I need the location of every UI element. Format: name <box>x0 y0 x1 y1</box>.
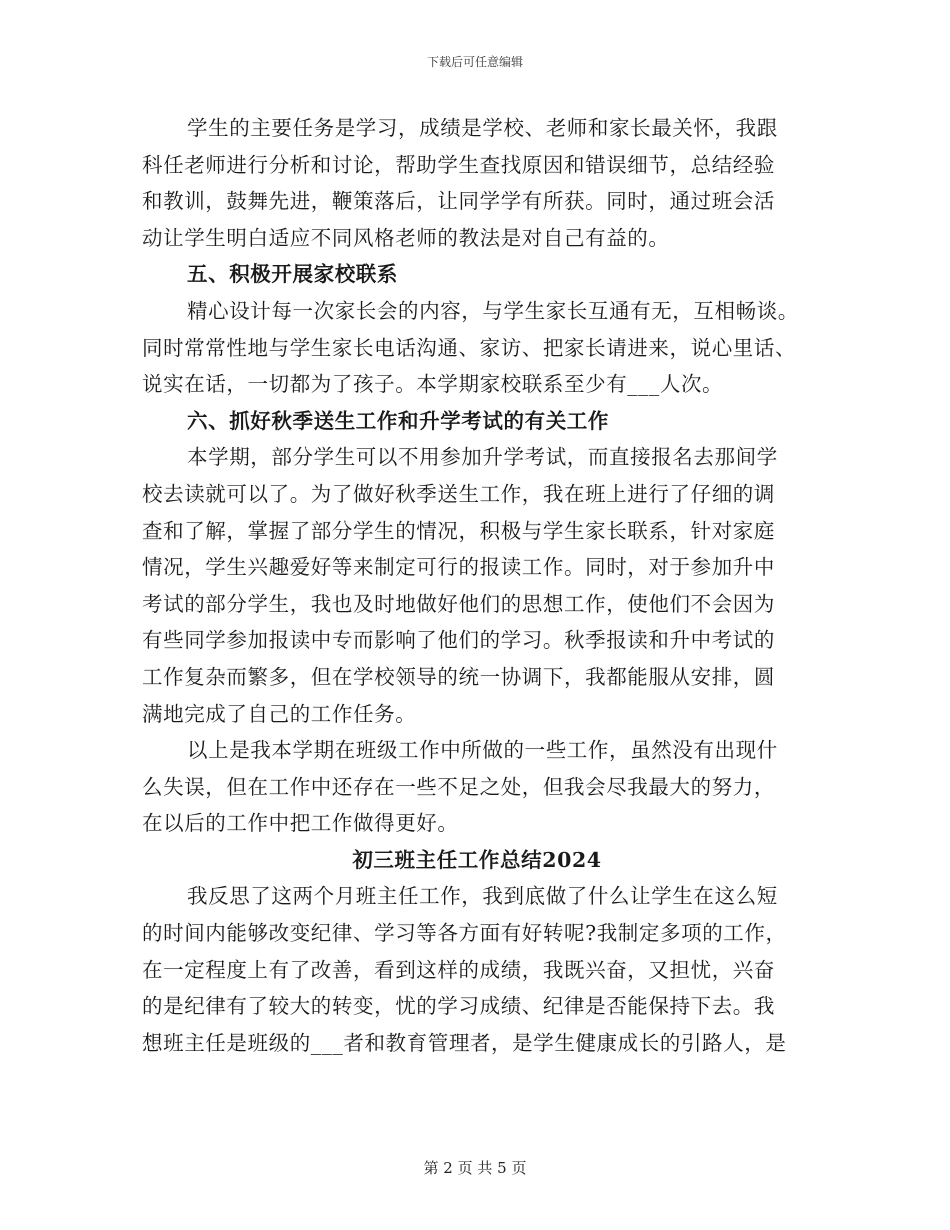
paragraph-line: 和教训，鼓舞先进，鞭策落后，让同学学有所获。同时，通过班会活 <box>142 189 775 214</box>
paragraph-line: 动让学生明白适应不同风格老师的教法是对自己有益的。 <box>142 225 670 250</box>
paragraph-line: 以上是我本学期在班级工作中所做的一些工作，虽然没有出现什 <box>187 738 778 763</box>
paragraph-line: 在一定程度上有了改善，看到这样的成绩，我既兴奋，又担忧，兴奋 <box>142 957 775 982</box>
paragraph-line: 想班主任是班级的___者和教育管理者，是学生健康成长的引路人，是 <box>142 1030 787 1055</box>
section-heading: 五、积极开展家校联系 <box>187 262 398 287</box>
page-header: 下载后可任意编辑 <box>426 55 523 69</box>
paragraph-line: 精心设计每一次家长会的内容，与学生家长互通有无，互相畅谈。 <box>187 298 799 323</box>
paragraph-line: 在以后的工作中把工作做得更好。 <box>142 811 459 836</box>
paragraph-line: 的是纪律有了较大的转变，忧的学习成绩、纪律是否能保持下去。我 <box>142 994 775 1019</box>
document-title: 初三班主任工作总结2024 <box>352 847 602 872</box>
section-heading: 六、抓好秋季送生工作和升学考试的有关工作 <box>187 408 609 433</box>
paragraph-line: 的时间内能够改变纪律、学习等各方面有好转呢?我制定多项的工作， <box>142 921 787 946</box>
paragraph-line: 本学期，部分学生可以不用参加升学考试，而直接报名去那间学 <box>187 445 778 470</box>
paragraph-line: 满地完成了自己的工作任务。 <box>142 701 417 726</box>
page-number: 第 2 页 共 5 页 <box>423 1159 527 1177</box>
paragraph-line: 我反思了这两个月班主任工作，我到底做了什么让学生在这么短 <box>187 884 778 909</box>
paragraph-line: 科任老师进行分析和讨论，帮助学生查找原因和错误细节，总结经验 <box>142 152 775 177</box>
paragraph-line: 校去读就可以了。为了做好秋季送生工作，我在班上进行了仔细的调 <box>142 481 775 506</box>
paragraph-line: 考试的部分学生，我也及时地做好他们的思想工作，使他们不会因为 <box>142 591 775 616</box>
document-body <box>142 110 812 1061</box>
paragraph-line: 么失误，但在工作中还存在一些不足之处，但我会尽我最大的努力， <box>142 774 775 799</box>
paragraph-line: 学生的主要任务是学习，成绩是学校、老师和家长最关怀，我跟 <box>187 116 778 140</box>
paragraph-line: 同时常常性地与学生家长电话沟通、家访、把家长请进来，说心里话、 <box>142 335 797 360</box>
paragraph-line: 有些同学参加报读中专而影响了他们的学习。秋季报读和升中考试的 <box>142 628 775 653</box>
paragraph-line: 情况，学生兴趣爱好等来制定可行的报读工作。同时，对于参加升中 <box>142 555 775 580</box>
paragraph-line: 查和了解，掌握了部分学生的情况，积极与学生家长联系，针对家庭 <box>142 518 775 543</box>
paragraph-line: 说实在话，一切都为了孩子。本学期家校联系至少有___人次。 <box>142 372 724 397</box>
paragraph-line: 工作复杂而繁多，但在学校领导的统一协调下，我都能服从安排，圆 <box>142 664 775 689</box>
